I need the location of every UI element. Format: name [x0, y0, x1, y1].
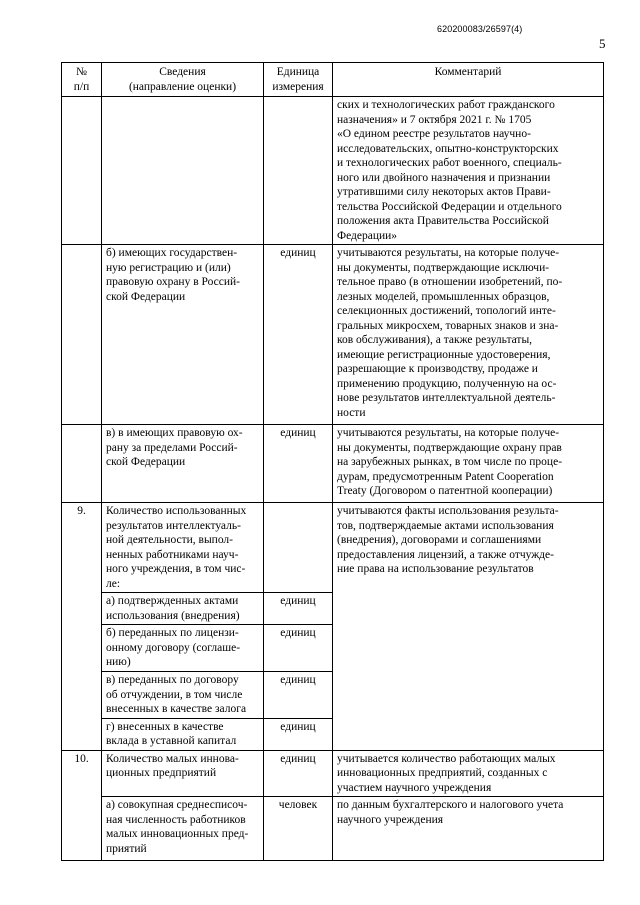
- comment-cell: учитываются факты использования результа- тов, подтверждаемые актами использования (внедрения), договорами и соглашениями предоставления лицензий, а также отчужде- ние права на использование результатов: [333, 503, 604, 751]
- comment-cell: по данным бухгалтерского и налогового учета научного учреждения: [333, 797, 604, 861]
- criterion-cell: в) переданных по договору об отчуждении, в том числе внесенных в качестве залога: [102, 672, 264, 719]
- col-header-number: № п/п: [62, 63, 102, 97]
- criteria-table: [61, 62, 604, 861]
- comment-cell: ских и технологических работ гражданского назначения» и 7 октября 2021 г. № 1705 «О едином реестре результатов научно- исследовательских, опытно-конструкторских и технологических работ военного, специаль- ного или двойного назначения и признании утратившими силу некоторых актов Прави- тельства Российской Федерации и отдельного положения акта Правительства Российской Федерации»: [333, 97, 604, 245]
- unit-cell: единиц: [264, 593, 333, 625]
- criterion-cell: б) имеющих государствен- ную регистрацию и (или) правовую охрану в Россий- ской Федерации: [102, 245, 264, 425]
- table-row-foreign-protection: [62, 425, 604, 503]
- col-header-unit: Единица измерения: [264, 63, 333, 97]
- col-header-comment: Комментарий: [333, 63, 604, 97]
- criterion-cell: а) подтвержденных актами использования (внедрения): [102, 593, 264, 625]
- comment-cell: учитывается количество работающих малых инновационных предприятий, созданных с участием научного учреждения: [333, 750, 604, 797]
- unit-cell: единиц: [264, 750, 333, 797]
- table-row-9: [62, 503, 604, 593]
- page-number: 5: [599, 36, 606, 51]
- unit-cell: единиц: [264, 718, 333, 750]
- criterion-cell: а) совокупная среднесписоч- ная численность работников малых инновационных пред- приятий: [102, 797, 264, 861]
- criterion-cell: Количество малых иннова- ционных предприятий: [102, 750, 264, 797]
- unit-cell: единиц: [264, 425, 333, 503]
- table-header-row: [62, 63, 604, 97]
- table-row-10: [62, 750, 604, 797]
- unit-cell: единиц: [264, 672, 333, 719]
- table-subrow: [62, 797, 604, 861]
- document-number: 620200083/26597(4): [437, 24, 523, 34]
- unit-cell: человек: [264, 797, 333, 861]
- comment-cell: учитываются результаты, на которые получе- ны документы, подтверждающие охрану прав на зарубежных рынках, в том числе по проце- дурам, предусмотренным Patent Cooperation Treaty (Договором о патентной кооперации): [333, 425, 604, 503]
- unit-cell: единиц: [264, 245, 333, 425]
- criterion-cell: Количество использованных результатов интеллектуаль- ной деятельности, выпол- ненных работниками науч- ного учреждения, в том чис- ле:: [102, 503, 264, 593]
- unit-cell: единиц: [264, 625, 333, 672]
- criterion-cell: г) внесенных в качестве вклада в уставной капитал: [102, 718, 264, 750]
- table-row-registered-results: [62, 245, 604, 425]
- criterion-cell: в) в имеющих правовую ох- рану за пределами Россий- ской Федерации: [102, 425, 264, 503]
- row-number: 9.: [62, 503, 102, 751]
- criterion-cell: б) переданных по лицензи- онному договору (соглаше- нию): [102, 625, 264, 672]
- col-header-criterion: Сведения (направление оценки): [102, 63, 264, 97]
- comment-cell: учитываются результаты, на которые получе- ны документы, подтверждающие исключи- тельное право (в отношении изобретений, по- лезных моделей, промышленных образцов, селекционных достижений, топологий инте- гральных микросхем, товарных знаков и зна- ков обслуживания), а также результаты, имеющие регистрационные удостоверения, разрешающие к производству, продаже и применению продукцию, полученную на ос- нове результатов интеллектуальной деятель- ности: [333, 245, 604, 425]
- table-row-continuation: [62, 97, 604, 245]
- row-number: 10.: [62, 750, 102, 861]
